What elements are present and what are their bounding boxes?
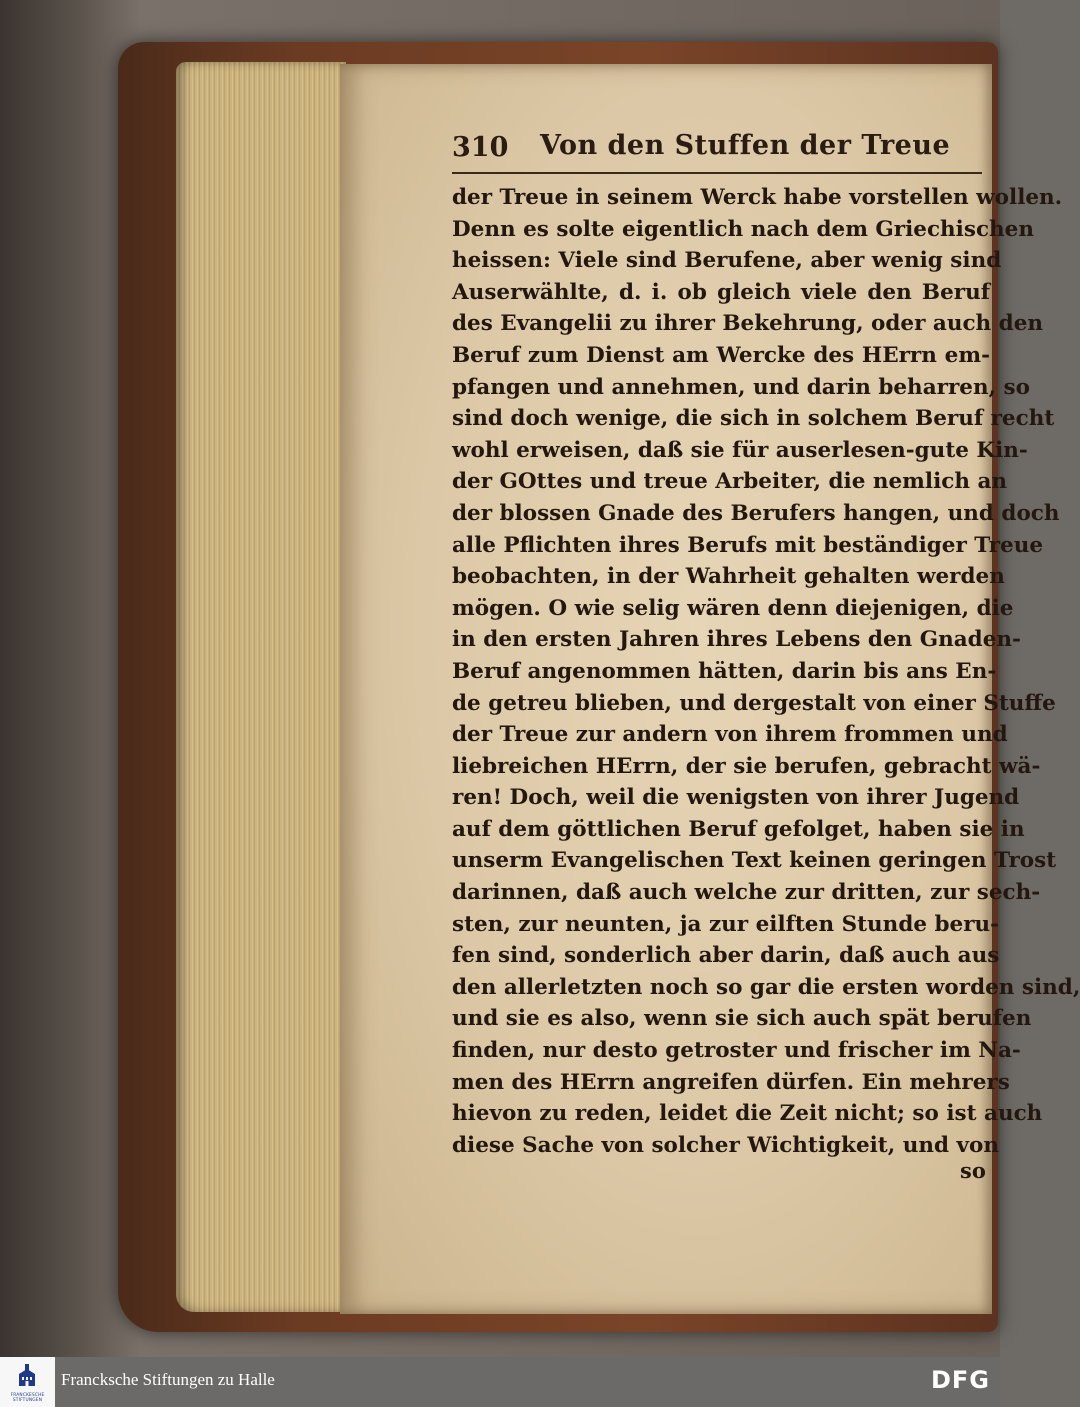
text-line: wohl erweisen, daß sie für auserlesen-gute Kin- — [452, 437, 1028, 463]
text-line: de getreu blieben, und dergestalt von einer Stuffe — [452, 690, 1056, 716]
institution-logo[interactable] — [0, 1357, 55, 1407]
text-line: alle Pflichten ihres Berufs mit beständiger Treue — [452, 532, 1044, 558]
text-line: fen sind, sonderlich aber darin, daß auch aus — [452, 943, 1000, 969]
header-rule — [452, 172, 982, 174]
catchword: so — [960, 1158, 986, 1183]
text-line: hievon zu reden, leidet die Zeit nicht; so ist auch — [452, 1101, 1043, 1127]
page-edges — [176, 62, 346, 1312]
body-text — [452, 182, 1080, 1161]
text-line: der Treue in seinem Werck habe vorstellen wollen. — [452, 185, 1063, 210]
text-line: den allerletzten noch so gar die ersten worden sind, — [452, 974, 1080, 1000]
text-line: ren! Doch, weil die wenigsten von ihrer Jugend — [452, 785, 1020, 811]
text-line: und sie es also, wenn sie sich auch spät berufen — [452, 1006, 1032, 1032]
logo-caption-line: FRANCKESCHE — [10, 1393, 45, 1398]
building-icon — [17, 1364, 37, 1390]
institution-name[interactable]: Francksche Stiftungen zu Halle — [61, 1370, 275, 1389]
footer-bar — [0, 1357, 1000, 1407]
logo-caption — [2, 1393, 53, 1403]
text-line: finden, nur desto getroster und frischer im Na- — [452, 1038, 1021, 1064]
text-line: darinnen, daß auch welche zur dritten, zur sech- — [452, 880, 1041, 906]
text-line: unserm Evangelischen Text keinen geringen Trost — [452, 848, 1057, 874]
text-line: sten, zur neunten, ja zur eilften Stunde beru- — [452, 911, 1000, 937]
text-line: in den ersten Jahren ihres Lebens den Gnaden- — [452, 627, 1021, 653]
text-line: sind doch wenige, die sich in solchem Beruf recht — [452, 406, 1055, 432]
text-line: pfangen und annehmen, und darin beharren, so — [452, 374, 1031, 400]
text-line: diese Sache von solcher Wichtigkeit, und von — [452, 1132, 999, 1158]
page-number: 310 — [452, 132, 509, 163]
text-line: men des HErrn angreifen dürfen. Ein mehrers — [452, 1069, 1010, 1095]
text-line: Denn es solte eigentlich nach dem Griechischen — [452, 216, 1034, 242]
text-line: mögen. O wie selig wären denn diejenigen, die — [452, 595, 1014, 621]
text-line: der blossen Gnade des Berufers hangen, und doch — [452, 500, 1060, 526]
text-line: beobachten, in der Wahrheit gehalten werden — [452, 564, 1005, 590]
text-line: der Treue zur andern von ihrem frommen und — [452, 722, 1008, 748]
text-line: Beruf zum Dienst am Wercke des HErrn em- — [452, 342, 990, 368]
text-line: auf dem göttlichen Beruf gefolget, haben sie in — [452, 816, 1025, 842]
text-line: liebreichen HErrn, der sie berufen, gebracht wä- — [452, 753, 1041, 779]
text-line: der GOttes und treue Arbeiter, die nemlich an — [452, 469, 1008, 495]
dfg-logo[interactable]: DFG — [930, 1366, 990, 1394]
text-line: des Evangelii zu ihrer Bekehrung, oder auch den — [452, 311, 1044, 337]
logo-caption-line: STIFTUNGEN — [12, 1398, 43, 1403]
page-header — [452, 130, 982, 170]
text-line: Auserwählte, d. i. ob gleich viele den Beruf — [452, 279, 990, 305]
text-line: Beruf angenommen hätten, darin bis ans En- — [452, 658, 997, 684]
text-line: heissen: Viele sind Berufene, aber wenig sind — [452, 248, 1002, 274]
running-title: Von den Stuffen der Treue — [540, 130, 951, 161]
